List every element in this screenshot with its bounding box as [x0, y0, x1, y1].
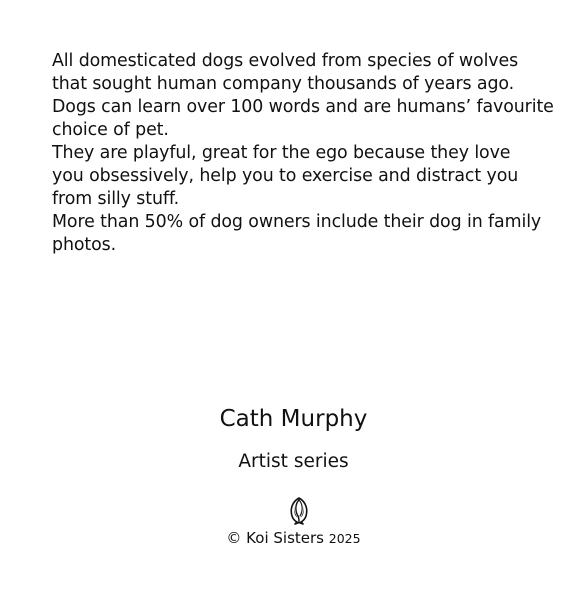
text-line: Dogs can learn over 100 words and are humans’ favourite: [52, 97, 554, 117]
koi-fish-logo-icon: [288, 497, 310, 525]
text-line: from silly stuff.: [52, 189, 180, 209]
copyright-text: © Koi Sisters: [226, 529, 324, 547]
copyright-notice: [0, 527, 587, 550]
text-line: that sought human company thousands of years ago.: [52, 74, 515, 94]
text-line: choice of pet.: [52, 120, 169, 140]
series-label: Artist series: [238, 451, 349, 472]
text-line: All domesticated dogs evolved from species of wolves: [52, 51, 519, 71]
card-description-text: [52, 50, 562, 257]
copyright-year: 2025: [328, 531, 361, 546]
author-name: Cath Murphy: [219, 406, 368, 432]
text-line: They are playful, great for the ego because they love: [52, 143, 511, 163]
text-line: you obsessively, help you to exercise and distract you: [52, 166, 519, 186]
text-line: photos.: [52, 235, 117, 255]
text-line: More than 50% of dog owners include their dog in family: [52, 212, 542, 232]
